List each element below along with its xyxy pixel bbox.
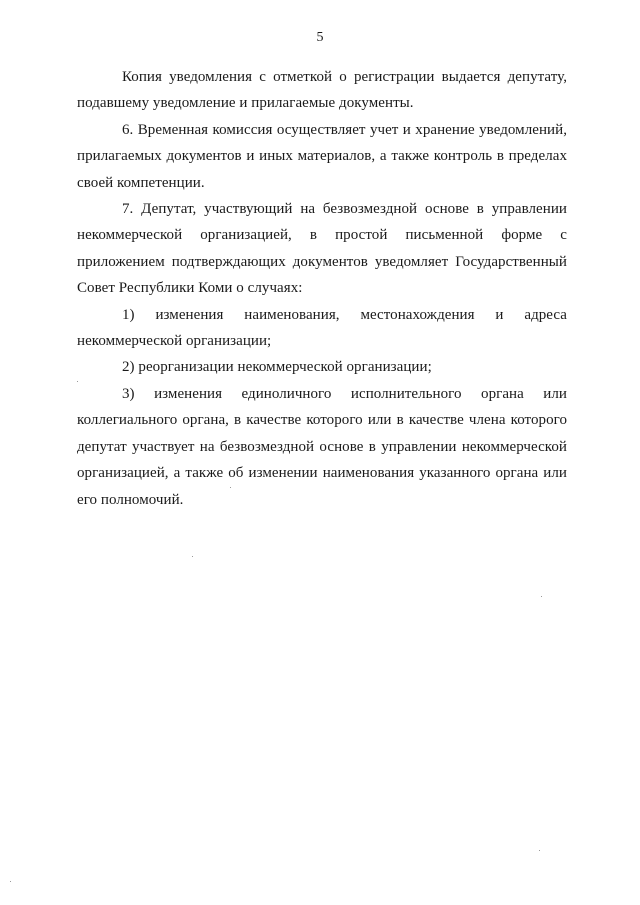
document-body: [77, 64, 567, 513]
paragraph-item-7: 7. Депутат, участвующий на безвозмездной основе в управлении некоммерческой организацией, в простой письменной форме с приложением подтверждающих документов уведомляет Государственный Совет Республики Коми о случаях:: [77, 201, 567, 297]
paragraph-case-2: 2) реорганизации некоммерческой организации;: [122, 359, 432, 376]
paragraph-item-6: 6. Временная комиссия осуществляет учет и хранение уведомлений, прилагаемых документов и иных материалов, а также контроль в пределах своей компетенции.: [77, 121, 567, 191]
scan-speck: [541, 596, 542, 597]
scan-speck: [539, 850, 540, 851]
scan-speck: [192, 556, 193, 557]
paragraph-case-1: 1) изменения наименования, местонахождения и адреса некоммерческой организации;: [77, 306, 567, 350]
paragraph-case-3: 3) изменения единоличного исполнительного органа или коллегиального органа, в качестве которого или в качестве члена которого депутат участвует на безвозмездной основе в управлении некоммерческой организацией, а также об изменении наименования указанного органа или его полномочий.: [77, 385, 567, 508]
page-number: 5: [316, 30, 324, 45]
scan-speck: [77, 381, 78, 382]
paragraph-notification-copy: Копия уведомления с отметкой о регистрации выдается депутату, подавшему уведомление и прилагаемые документы.: [77, 69, 567, 112]
scan-speck: [10, 881, 11, 882]
scan-speck: [230, 487, 231, 488]
